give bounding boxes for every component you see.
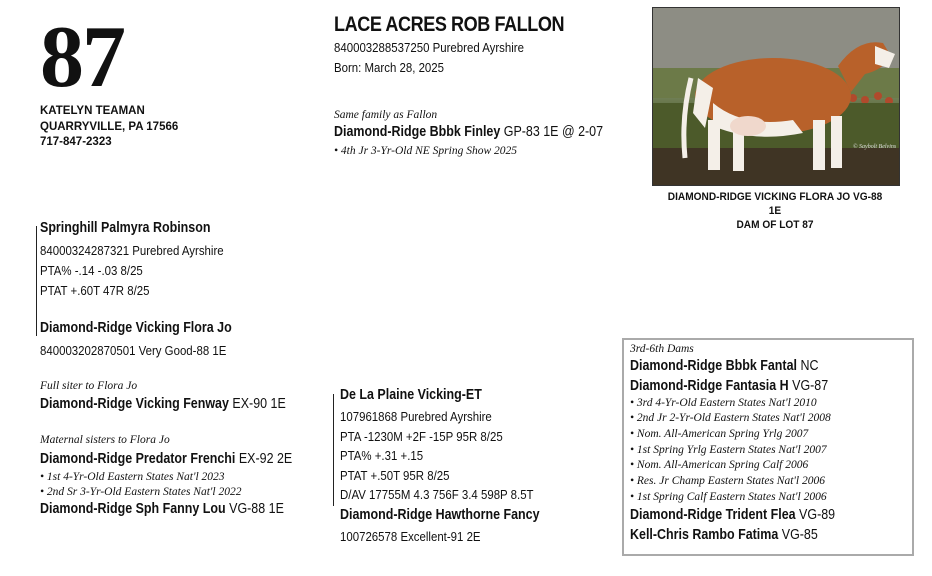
dam-name: Diamond-Ridge Vicking Flora Jo	[40, 320, 232, 336]
family-note-label: Same family as Fallon	[334, 109, 438, 121]
photo-caption-line1: DIAMOND-RIDGE VICKING FLORA JO VG-88 1E	[667, 191, 883, 217]
full-sister-label: Full siter to Flora Jo	[40, 380, 138, 392]
cow-image	[653, 8, 899, 185]
photo-caption	[662, 190, 888, 232]
pedigree-line-sire	[36, 226, 37, 336]
full-sister-name: Diamond-Ridge Vicking Fenway	[40, 396, 229, 412]
seller-name: KATELYN TEAMAN	[40, 105, 145, 117]
lot-number: 87	[40, 9, 124, 106]
dam-6th	[630, 527, 818, 543]
dam-sire-pta: PTA -1230M +2F -15P 95R 8/25	[340, 429, 503, 444]
dam-6th-rating: VG-85	[778, 527, 818, 543]
dam-5th-rating: VG-89	[795, 507, 836, 523]
dam-5th	[630, 507, 835, 523]
granddam-registration: 100726578 Excellent-91 2E	[340, 529, 481, 544]
seller-phone: 717-847-2323	[40, 136, 112, 148]
dam-award-2: • 2nd Jr 2-Yr-Old Eastern States Nat'l 2008	[630, 412, 831, 424]
dam-sire-ptat: PTAT +.50T 95R 8/25	[340, 468, 450, 483]
photo-watermark: © Saybolt Belvins	[853, 144, 897, 150]
dams-label: 3rd-6th Dams	[630, 343, 694, 355]
dam-award-1: • 3rd 4-Yr-Old Eastern States Nat'l 2010	[630, 397, 817, 409]
dam-3rd-name: Diamond-Ridge Bbbk Fantal	[630, 358, 797, 374]
dam-award-3: • Nom. All-American Spring Yrlg 2007	[630, 428, 809, 440]
pedigree-line-dam-sire	[333, 394, 334, 506]
dam-sire-name: De La Plaine Vicking-ET	[340, 387, 482, 403]
maternal-sister-1	[40, 451, 292, 467]
family-note-name: Diamond-Ridge Bbbk Finley	[334, 124, 501, 140]
granddam-name: Diamond-Ridge Hawthorne Fancy	[340, 507, 540, 523]
seller-city: QUARRYVILLE, PA 17566	[40, 120, 179, 133]
maternal-sister-2-name: Diamond-Ridge Sph Fanny Lou	[40, 501, 226, 517]
dam-4th-name: Diamond-Ridge Fantasia H	[630, 378, 789, 394]
dam-4th	[630, 378, 828, 394]
full-sister-rating: EX-90 1E	[228, 396, 286, 412]
dam-award-6: • Res. Jr Champ Eastern States Nat'l 2006	[630, 475, 825, 487]
dam-sire-registration: 107961868 Purebred Ayrshire	[340, 409, 492, 424]
family-note-entry	[334, 124, 603, 140]
dam-3rd-rating: NC	[796, 358, 819, 374]
maternal-sister-1-rating: EX-92 2E	[235, 451, 293, 467]
full-sister-entry	[40, 396, 286, 412]
dam-registration: 840003202870501 Very Good-88 1E	[40, 343, 227, 358]
dam-award-4: • 1st Spring Yrlg Eastern States Nat'l 2007	[630, 444, 827, 456]
dam-6th-name: Kell-Chris Rambo Fatima	[630, 527, 779, 543]
animal-name: LACE ACRES ROB FALLON	[334, 13, 565, 36]
maternal-sister-2-rating: VG-88 1E	[225, 501, 284, 517]
dam-4th-rating: VG-87	[788, 378, 829, 394]
maternal-sister-1-name: Diamond-Ridge Predator Frenchi	[40, 451, 236, 467]
sire-pta: PTA% -.14 -.03 8/25	[40, 263, 143, 278]
maternal-sister-1-award-2: • 2nd Sr 3-Yr-Old Eastern States Nat'l 2022	[40, 486, 242, 498]
maternal-sister-1-award-1: • 1st 4-Yr-Old Eastern States Nat'l 2023	[40, 471, 225, 483]
dam-sire-pta-pct: PTA% +.31 +.15	[340, 448, 424, 463]
dam-3rd	[630, 358, 818, 374]
photo-caption-line2: DAM OF LOT 87	[736, 219, 814, 231]
family-note-award: • 4th Jr 3-Yr-Old NE Spring Show 2025	[334, 145, 518, 157]
dam-award-5: • Nom. All-American Spring Calf 2006	[630, 459, 809, 471]
dam-photo	[652, 7, 900, 186]
sire-ptat: PTAT +.60T 47R 8/25	[40, 283, 150, 298]
family-note-rating: GP-83 1E @ 2-07	[500, 124, 604, 140]
dam-5th-name: Diamond-Ridge Trident Flea	[630, 507, 796, 523]
animal-registration: 840003288537250 Purebred Ayrshire	[334, 40, 524, 55]
sire-registration: 84000324287321 Purebred Ayrshire	[40, 243, 224, 258]
dam-sire-dav: D/AV 17755M 4.3 756F 3.4 598P 8.5T	[340, 487, 534, 502]
seller-info	[40, 104, 178, 151]
maternal-sisters-label: Maternal sisters to Flora Jo	[40, 434, 170, 446]
maternal-sister-2	[40, 501, 284, 517]
sire-name: Springhill Palmyra Robinson	[40, 220, 211, 236]
animal-born: Born: March 28, 2025	[334, 60, 445, 75]
dam-award-7: • 1st Spring Calf Eastern States Nat'l 2006	[630, 491, 827, 503]
